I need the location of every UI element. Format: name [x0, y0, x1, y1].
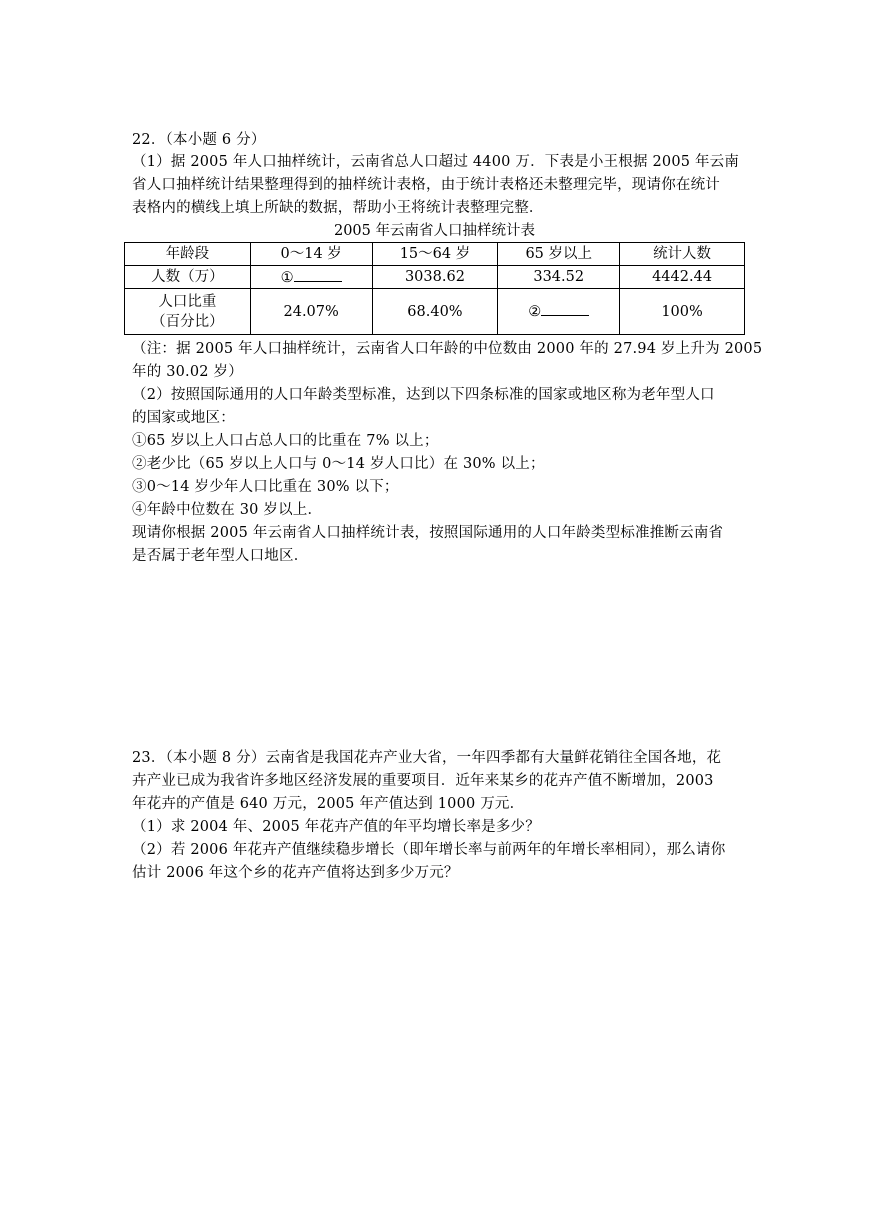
question-22-part1-line: 省人口抽样统计结果整理得到的抽样统计表格，由于统计表格还未整理完毕，现请你在统计 [132, 177, 720, 193]
question-23-part2-line: 估计 2006 年这个乡的花卉产值将达到多少万元？ [132, 865, 459, 881]
fill-in-blank-2 [541, 301, 589, 316]
table-cell: 68.40% [372, 289, 498, 335]
question-23-line: 年花卉的产值是 640 万元，2005 年产值达到 1000 万元． [132, 796, 525, 812]
criterion-1: ①65 岁以上人口占总人口的比重在 7% 以上； [132, 433, 439, 449]
row-label-line: （百分比） [151, 313, 224, 330]
fill-in-blank-1 [294, 267, 342, 282]
table-header-cell: 年龄段 [125, 243, 251, 266]
row-label-line: 人口比重 [158, 293, 217, 310]
population-table [124, 242, 745, 335]
criterion-2: ②老少比（65 岁以上人口与 0～14 岁人口比）在 30% 以上； [132, 456, 545, 472]
blank-marker-2: ② [528, 304, 542, 320]
table-row-count [125, 266, 745, 289]
question-22-part2-line: （2）按照国际通用的人口年龄类型标准，达到以下四条标准的国家或地区称为老年型人口 [132, 387, 715, 403]
table-header-cell: 0～14 岁 [250, 243, 372, 266]
question-22-part2-line: 现请你根据 2005 年云南省人口抽样统计表，按照国际通用的人口年龄类型标准推断云南省 [132, 525, 724, 541]
blank-cell-2 [498, 289, 620, 335]
table-cell: 3038.62 [372, 266, 498, 289]
table-header-row [125, 243, 745, 266]
question-23-part2-line: （2）若 2006 年花卉产值继续稳步增长（即年增长率与前两年的年增长率相同），那么请你 [132, 842, 726, 858]
criterion-4: ④年龄中位数在 30 岁以上． [132, 502, 323, 518]
question-22-part1-line: 表格内的横线上填上所缺的数据，帮助小王将统计表整理完整． [132, 200, 544, 216]
blank-cell-1 [250, 266, 372, 289]
table-header-cell: 65 岁以上 [498, 243, 620, 266]
table-header-cell: 统计人数 [620, 243, 745, 266]
table-cell: 4442.44 [620, 266, 745, 289]
question-22-part2-line: 是否属于老年型人口地区． [132, 548, 309, 564]
criterion-3: ③0～14 岁少年人口比重在 30% 以下； [132, 479, 399, 495]
table-cell: 334.52 [498, 266, 620, 289]
question-23-line: 23．（本小题 8 分）云南省是我国花卉产业大省，一年四季都有大量鲜花销往全国各地，花 [132, 750, 722, 766]
table-row-proportion [125, 289, 745, 335]
question-23-line: 卉产业已成为我省许多地区经济发展的重要项目．近年来某乡的花卉产值不断增加，2003 [132, 773, 714, 789]
table-cell: 24.07% [250, 289, 372, 335]
row-label [125, 289, 251, 335]
blank-marker-1: ① [280, 269, 294, 286]
table-title: 2005 年云南省人口抽样统计表 [333, 223, 535, 239]
question-22-part2-line: 的国家或地区： [132, 410, 235, 426]
table-cell: 100% [620, 289, 745, 335]
table-note-line: 年的 30.02 岁） [132, 364, 243, 380]
question-22-heading: 22．（本小题 6 分） [132, 132, 266, 148]
row-label: 人数（万） [125, 266, 251, 289]
table-header-cell: 15～64 岁 [372, 243, 498, 266]
table-note-line: （注：据 2005 年人口抽样统计，云南省人口年龄的中位数由 2000 年的 27.94 岁上升为 2005 [132, 341, 763, 357]
question-22-part1-line: （1）据 2005 年人口抽样统计，云南省总人口超过 4400 万．下表是小王根据 2005 年云南 [132, 154, 740, 170]
question-23-part1: （1）求 2004 年、2005 年花卉产值的年平均增长率是多少？ [132, 819, 540, 835]
